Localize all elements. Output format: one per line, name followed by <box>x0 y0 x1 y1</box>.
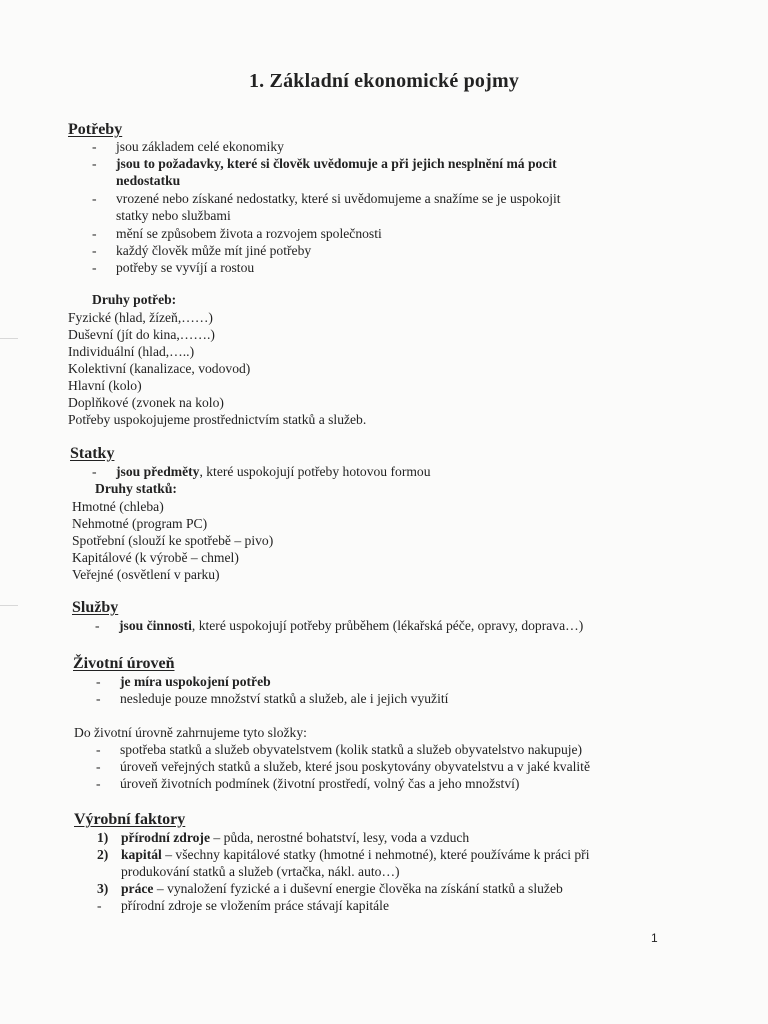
list-item: Kolektivní (kanalizace, vodovod) <box>68 361 251 376</box>
summary-text: Potřeby uspokojujeme prostřednictvím statků a služeb. <box>68 412 367 427</box>
subheading-druhy-statku: Druhy statků: <box>95 481 177 496</box>
subheading-druhy-potreb: Druhy potřeb: <box>92 292 177 307</box>
document-page: 1. Základní ekonomické pojmy Potřeby - jsou základem celé ekonomiky - jsou to požadavky, které si člověk uvědomuje a při jejich nesplnění má pocit nedostatku - vrozené nebo získané nedostatky, které si uvědomujeme a snažíme se je uspokojit statky nebo službami - mění se způsobem života a rozvojem společnosti - každý člověk může mít jiné potřeby - potřeby se vyvíjí a rostou Druhy potřeb: Fyzické (hlad, žízeň,……) Duševní (jít do kina,…….) Individuální (hlad,…..) Kolektivní (kanalizace, vodovod) Hlavní (kolo) Doplňkové (zvonek na kolo) Potřeby uspokojujeme prostřednictvím statků a služeb. Statky - jsou předměty, které uspokojují potřeby hotovou formou Druhy statků: Hmotné (chleba) Nehmotné (program PC) Spotřební (slouží ke spotřebě – pivo) Kapitálové (k výrobě – chmel) Veřejné (osvětlení v parku) Služby - jsou činnosti, které uspokojují potřeby průběhem (lékařská péče, opravy, doprava…) Životní úroveň - je míra uspokojení potřeb - nesleduje pouze množství statků a služeb, ale i jejich využití Do životní úrovně zahrnujeme tyto složky: - spotřeba statků a služeb obyvatelstvem (kolik statků a služeb obyvatelstvo nakupuje) - úroveň veřejných statků a služeb, které jsou poskytovány obyvatelstvu a v jaké kvalitě - úroveň životních podmínek (životní prostředí, volný čas a jeho množství) Výrobní faktory 1) přírodní zdroje – půda, nerostné bohatství, lesy, voda a vzduch 2) kapitál – všechny kapitálové statky (hmotné i nehmotné), které používáme k práci při produkování statků a služeb (vrtačka, nákl. auto…) 3) práce – vynaložení fyzické a i duševní energie člověka na získání statků a služeb - přírodní zdroje se vložením práce stávají kapitále 1 <box>0 0 768 1024</box>
list-item: Spotřební (slouží ke spotřebě – pivo) <box>72 533 274 548</box>
heading-zivotni-uroven: Životní úroveň <box>73 655 175 672</box>
list-item: Hmotné (chleba) <box>72 499 164 514</box>
list-item: Individuální (hlad,…..) <box>68 344 195 359</box>
list-item: Fyzické (hlad, žízeň,……) <box>68 310 213 325</box>
list-item: Doplňkové (zvonek na kolo) <box>68 395 224 410</box>
page-title: 1. Základní ekonomické pojmy <box>248 70 520 92</box>
list-item: Duševní (jít do kina,…….) <box>68 327 215 342</box>
heading-vyrobni-faktory: Výrobní faktory <box>74 811 186 828</box>
list-item: Veřejné (osvětlení v parku) <box>72 567 220 582</box>
list-item: Kapitálové (k výrobě – chmel) <box>72 550 239 565</box>
heading-sluzby: Služby <box>72 599 119 616</box>
scan-edge-mark <box>0 605 18 606</box>
page-number: 1 <box>651 931 658 945</box>
heading-statky: Statky <box>70 445 115 462</box>
scan-edge-mark <box>0 338 18 339</box>
list-item: Hlavní (kolo) <box>68 378 142 393</box>
heading-potreby: Potřeby <box>68 121 123 138</box>
intro-text: Do životní úrovně zahrnujeme tyto složky: <box>74 725 307 740</box>
list-item: Nehmotné (program PC) <box>72 516 208 531</box>
